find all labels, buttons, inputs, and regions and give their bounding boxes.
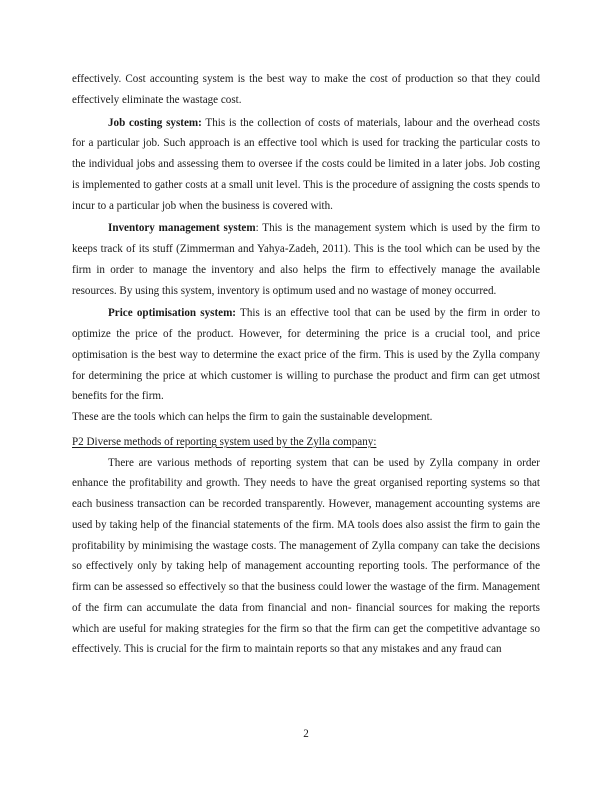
section-heading: P2 Diverse methods of reporting system used by the Zylla company: bbox=[72, 435, 377, 448]
price-optimisation-term: Price optimisation system: bbox=[108, 307, 237, 320]
price-optimisation-text: This is an effective tool that can be used by the firm in order to optimize the price of the product. However, for determining the price is a crucial tool, and price optimisation is the best way to determine the exact price of the firm. This is used by the Zylla company for determining the price at which customer is willing to purchase the product and firm can get utmost benefits for the firm. bbox=[72, 307, 540, 403]
job-costing-term: Job costing system: bbox=[108, 116, 202, 129]
job-costing-paragraph bbox=[72, 113, 540, 217]
inventory-paragraph bbox=[72, 218, 540, 301]
price-optimisation-paragraph bbox=[72, 303, 540, 407]
section-body-paragraph: There are various methods of reporting system that can be used by Zylla company in order enhance the profitability and growth. They needs to have the great organised reporting systems so that each business transaction can be recorded transparently. However, management accounting systems are used by taking help of the financial statements of the firm. MA tools does also assist the firm to gain the profitability by minimising the wastage costs. The management of Zylla company can take the decisions so effectively only by taking help of management accounting reporting tools. The performance of the firm can be assessed so effectively so that the business could lower the wastage of the firm. Management of the firm can accumulate the data from financial and non- financial sources for making the reports which are useful for making strategies for the firm so that the firm can get the competitive advantage so effectively. This is crucial for the firm to maintain reports so that any mistakes and any fraud can bbox=[72, 456, 540, 656]
inventory-term: Inventory management system bbox=[108, 222, 256, 235]
inventory-text: : This is the management system which is used by the firm to keeps track of its stuff (Zimmerman and Yahya-Zadeh, 2011). This is the tool which can be used by the firm in order to manage the inventory and also helps the firm to effectively manage the available resources. By using this system, inventory is optimum used and no wastage of money occurred. bbox=[72, 222, 540, 297]
page-number: 2 bbox=[303, 728, 309, 740]
document-page bbox=[72, 69, 540, 660]
closing-sentence: These are the tools which can helps the firm to gain the sustainable development. bbox=[72, 411, 433, 423]
job-costing-text: This is the collection of costs of materials, labour and the overhead costs for a particular job. Such approach is an effective tool which is used for tracking the particular costs to the individual jobs and assessing them to oversee if the costs could be limited in a later jobs. Job costing is implemented to gather costs at a small unit level. This is the procedure of assigning the costs spends to incur to a particular job when the business is covered with. bbox=[72, 116, 540, 212]
intro-paragraph: effectively. Cost accounting system is the best way to make the cost of production so that they could effectively eliminate the wastage cost. bbox=[72, 73, 540, 106]
